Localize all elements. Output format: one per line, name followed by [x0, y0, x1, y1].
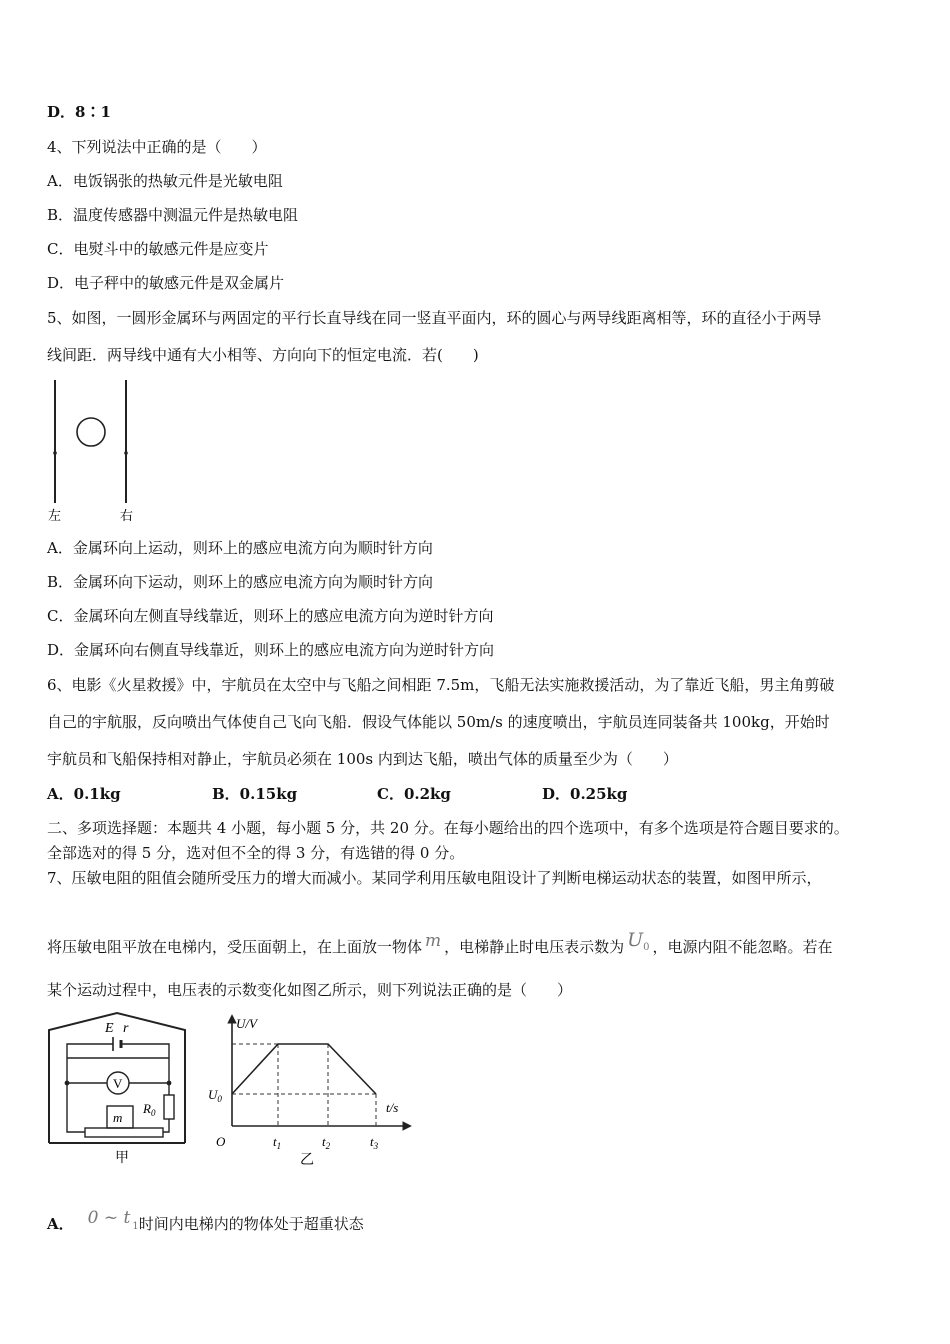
- q5-option-b: B．金属环向下运动，则环上的感应电流方向为顺时针方向: [47, 573, 434, 591]
- var-u0: U: [627, 929, 644, 951]
- internal-r-label: r: [123, 1021, 129, 1036]
- right-wire-dot: [124, 451, 128, 455]
- q4-option-a: A．电饭锅张的热敏元件是光敏电阻: [47, 172, 283, 190]
- q6-option-b: B．0.15kg: [212, 785, 298, 803]
- origin-label: O: [216, 1134, 226, 1149]
- mass-label: m: [113, 1110, 123, 1125]
- q7-stem-line1: 7、压敏电阻的阻值会随所受压力的增大而减小。某同学利用压敏电阻设计了判断电梯运动状态的装置，如图甲所示，: [47, 869, 822, 887]
- q6-option-a: A．0.1kg: [47, 785, 121, 803]
- q6-option-c: C．0.2kg: [377, 785, 451, 803]
- q5-option-c: C．金属环向左侧直导线靠近，则环上的感应电流方向为逆时针方向: [47, 607, 494, 625]
- q6-stem-line3: 宇航员和飞船保持相对静止，宇航员必须在 100s 内到达飞船，喷出气体的质量至少为（ ）: [47, 750, 678, 768]
- left-wire-dot: [53, 451, 57, 455]
- q4-stem: 4、下列说法中正确的是（ ）: [47, 138, 267, 156]
- q5-option-d: D．金属环向右侧直导线靠近，则环上的感应电流方向为逆时针方向: [47, 641, 495, 659]
- q6-stem-line1: 6、电影《火星救援》中，宇航员在太空中与飞船之间相距 7.5m，飞船无法实施救援活动，为了靠近飞船，男主角剪破: [47, 676, 835, 694]
- pressure-sensor: [85, 1128, 163, 1137]
- emf-label: E: [105, 1021, 114, 1036]
- t2-tick-label: $t_2$: [322, 1134, 331, 1151]
- q4-option-b: B．温度传感器中测温元件是热敏电阻: [47, 206, 299, 224]
- q7-stem-line3: 某个运动过程中，电压表的示数变化如图乙所示，则下列说法正确的是（ ）: [47, 981, 573, 999]
- t1-tick-label: $t_1$: [273, 1134, 282, 1151]
- q4-option-d: D．电子秤中的敏感元件是双金属片: [47, 274, 285, 292]
- resistor-r0: [164, 1095, 174, 1119]
- q7-stem-line2: 将压敏电阻平放在电梯内，受压面朝上，在上面放一物体 m ，电梯静止时电压表示数为 $U^0$ ，电源内阻不能忽略。若在: [47, 929, 833, 956]
- q5-wires-figure: [40, 375, 150, 525]
- q4-option-c: C．电熨斗中的敏感元件是应变片: [47, 240, 269, 258]
- metal-ring: [77, 418, 105, 446]
- q6-options: [47, 784, 627, 804]
- left-label: 左: [48, 508, 62, 523]
- x-axis-label: t/s: [386, 1100, 399, 1115]
- figure-yi-caption: 乙: [300, 1153, 314, 1168]
- figure-yi-graph: [200, 1010, 420, 1172]
- q5-stem-line2: 线间距．两导线中通有大小相等、方向向下的恒定电流．若( ): [47, 346, 479, 364]
- y-axis-label: U/V: [236, 1016, 257, 1031]
- t3-tick-label: $t_3$: [370, 1134, 379, 1151]
- r0-label: $R_0$: [143, 1101, 156, 1118]
- u0-tick-label: $U_0$: [208, 1087, 222, 1104]
- q7-option-a-math: 0 ~ t: [87, 1208, 131, 1228]
- right-label: 右: [120, 508, 134, 523]
- q5-stem-line1: 5、如图，一圆形金属环与两固定的平行长直导线在同一竖直平面内，环的圆心与两导线距离相等，环的直径小于两导: [47, 309, 822, 327]
- q6-stem-line2: 自己的宇航服，反向喷出气体使自己飞向飞船．假设气体能以 50m/s 的速度喷出，宇航员连同装备共 100kg，开始时: [47, 713, 830, 731]
- q5-option-a: A．金属环向上运动，则环上的感应电流方向为顺时针方向: [47, 539, 433, 557]
- section2-line1: 二、多项选择题：本题共 4 小题，每小题 5 分，共 20 分。在每小题给出的四个选项中，有多个选项是符合题目要求的。: [47, 819, 849, 837]
- figure-jia-caption: 甲: [115, 1151, 129, 1166]
- voltmeter-label: V: [113, 1076, 123, 1091]
- q7-option-a: A． 0 ~ t 1时间内电梯内的物体处于超重状态: [47, 1208, 364, 1233]
- q6-option-d: D．0.25kg: [542, 785, 628, 803]
- figure-jia-circuit: [45, 1010, 195, 1170]
- var-m: m: [425, 931, 442, 951]
- voltage-series-line: [232, 1044, 376, 1094]
- q3-option-d: D．8∶1: [47, 103, 111, 121]
- section2-line2: 全部选对的得 5 分，选对但不全的得 3 分，有选错的得 0 分。: [47, 844, 465, 862]
